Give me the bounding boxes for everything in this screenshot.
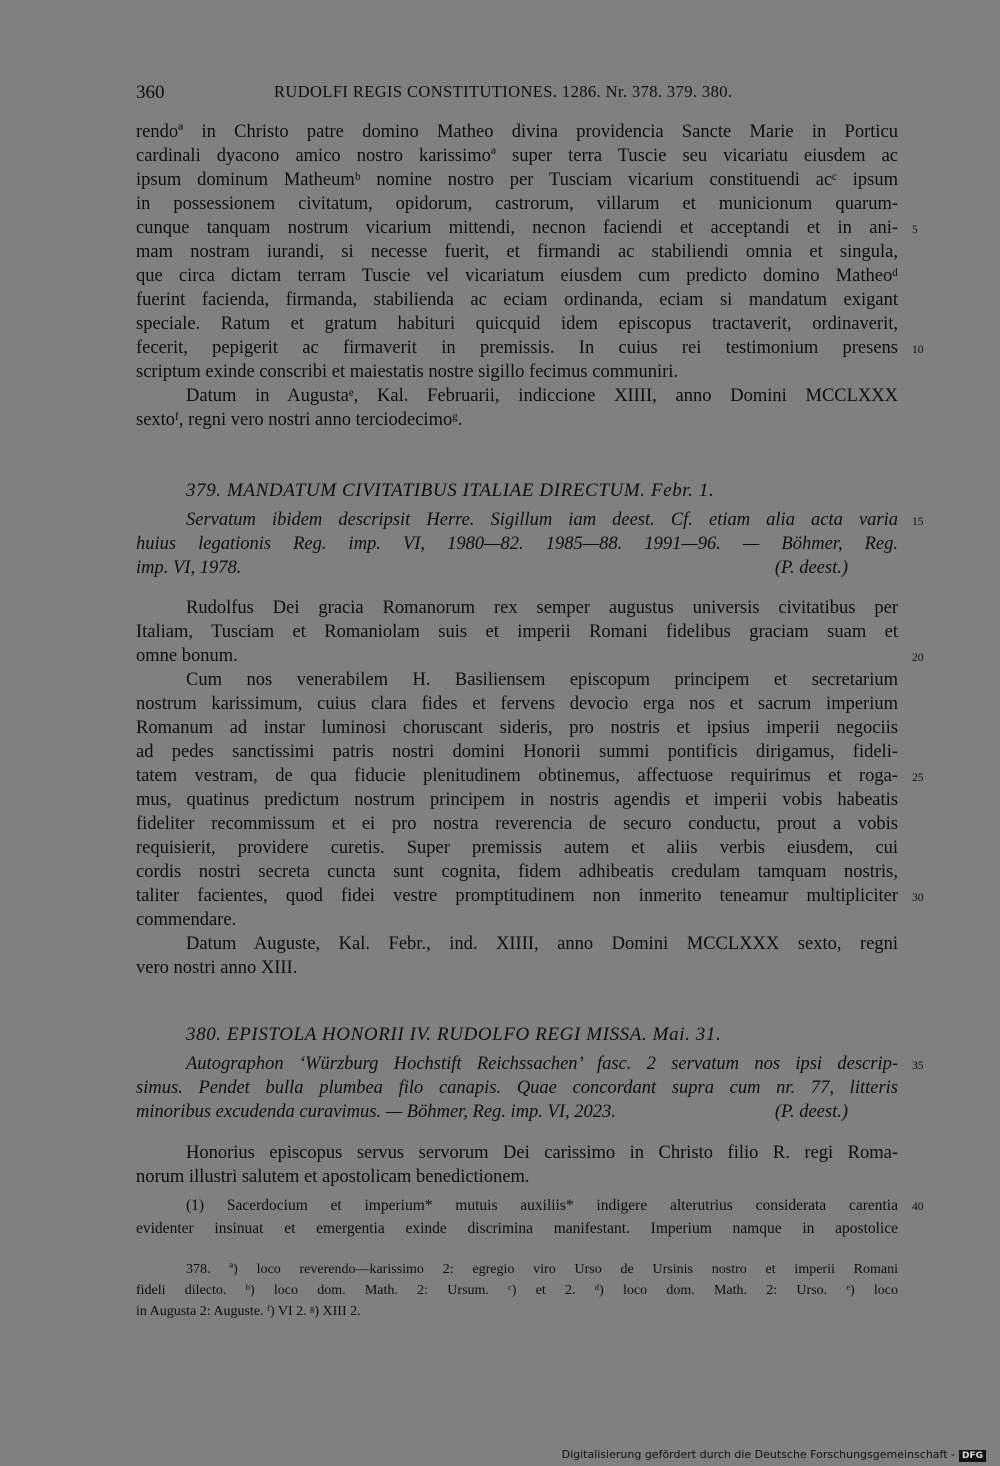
line-number: 10 [912,344,924,356]
edition-note: (P. deest.) [774,558,848,578]
text-line: speciale. Ratum et gratum habituri quicquid idem episcopus tractaverit, ordinaverit, [136,314,898,334]
text-line: nostrum karissimum, cuius clara fides et fervens devocio erga nos et sacrum imperium [136,694,898,714]
line-number: 25 [912,772,924,784]
text-line: Romanum ad instar luminosi choruscant sideris, pro nostris et ipsius imperii negociis [136,718,898,738]
source-note: minoribus excudenda curavimus. — Böhmer, Reg. imp. VI, 2023. [136,1102,616,1122]
text-line: commendare. [136,910,237,930]
text-line: sextoᶠ, regni vero nostri anno terciodecimoᵍ. [136,410,463,430]
line-number: 40 [912,1201,924,1213]
section-heading-379: 379. MANDATUM CIVITATIBUS ITALIAE DIRECTUM. Febr. 1. [186,480,715,501]
text-line: Datum Auguste, Kal. Febr., ind. XIIII, anno Domini MCCLXXX sexto, regni [186,934,898,954]
text-line: taliter facientes, quod fidei vestre promptitudinem non inmerito teneamur multipliciter [136,886,898,906]
text-line: ipsum dominum Matheumᵇ nomine nostro per Tusciam vicarium constituendi acᶜ ipsum [136,170,898,190]
text-line: vero nostri anno XIII. [136,958,298,978]
source-note: huius legationis Reg. imp. VI, 1980—82. 1985—88. 1991—96. — Böhmer, Reg. [136,534,898,554]
text-line: Italiam, Tusciam et Romaniolam suis et imperii Romani fidelibus graciam suam et [136,622,898,642]
source-note: Servatum ibidem descripsit Herre. Sigillum iam deest. Cf. etiam alia acta varia [186,510,898,530]
digitization-credit [562,1448,986,1462]
source-note: imp. VI, 1978. [136,558,242,578]
section-heading-380: 380. EPISTOLA HONORII IV. RUDOLFO REGI MISSA. Mai. 31. [186,1024,722,1045]
text-line: fuerint facienda, firmanda, stabilienda ac eciam ordinanda, eciam si mandatum exigant [136,290,898,310]
small-text-line: evidenter insinuat et emergentia exinde discrimina manifestant. Imperium namque in apostolice [136,1220,898,1237]
text-line: fecerit, pepigerit ac firmaverit in premissis. In cuius rei testimonium presens [136,338,898,358]
text-line: cunque tanquam nostrum vicarium mittendi, necnon faciendi et acceptandi et in ani- [136,218,898,238]
text-line: Rudolfus Dei gracia Romanorum rex semper augustus universis civitatibus per [186,598,898,618]
line-number: 20 [912,652,924,664]
source-note-end [136,1101,848,1124]
text-line: in possessionem civitatum, opidorum, castrorum, villarum et municionum quarum- [136,194,898,214]
footnote-line: fideli dilecto. ᵇ) loco dom. Math. 2: Ursum. ᶜ) et 2. ᵈ) loco dom. Math. 2: Urso. ᵉ) loco [136,1283,898,1298]
text-line: tatem vestram, de qua fiducie plenitudinem obtinemus, affectuose requirimus et roga- [136,766,898,786]
text-line: norum illustri salutem et apostolicam benedictionem. [136,1167,530,1187]
text-line: ad pedes sanctissimi patris nostri domini Honorii summi pontificis dirigamus, fideli- [136,742,898,762]
credit-text: Digitalisierung gefördert durch die Deutsche Forschungsgemeinschaft - [561,1448,955,1461]
line-number: 35 [912,1060,924,1072]
page-number: 360 [136,82,165,103]
text-line: mus, quatinus predictum nostrum principem in nostris agendis et imperii vobis habeatis [136,790,898,810]
text-line: scriptum exinde conscribi et maiestatis nostre sigillo fecimus communiri. [136,362,679,382]
footnote-line: in Augusta 2: Auguste. ᶠ) VI 2. ᵍ) XIII 2. [136,1304,361,1319]
line-number: 5 [912,224,918,236]
small-text-line: (1) Sacerdocium et imperium* mutuis auxiliis* indigere alterutrius considerata carentia [186,1197,898,1214]
line-number: 15 [912,516,924,528]
text-line: requisierit, providere curetis. Super premissis autem et aliis verbis eiusdem, cui [136,838,898,858]
text-line: cardinali dyacono amico nostro karissimoª super terra Tuscie seu vicariatu eiusdem ac [136,146,898,166]
text-line: omne bonum. [136,646,238,666]
text-line: rendoª in Christo patre domino Matheo divina providencia Sancte Marie in Porticu [136,122,898,142]
text-line: Honorius episcopus servus servorum Dei carissimo in Christo filio R. regi Roma- [186,1143,898,1163]
page-header [136,82,906,106]
source-note: Autographon ‘Würzburg Hochstift Reichssachen’ fasc. 2 servatum nos ipsi descrip- [186,1054,898,1074]
text-line: cordis nostri secreta cuncta sunt cognita, fidem adhibeatis credulam tamquam nostris, [136,862,898,882]
running-title: RUDOLFI REGIS CONSTITUTIONES. 1286. Nr. 378. 379. 380. [274,82,733,101]
text-line: fideliter recommissum et ei pro nostra reverencia de securo conductu, prout a vobis [136,814,898,834]
text-line: que circa dictam terram Tuscie vel vicariatum eiusdem cum predicto domino Matheoᵈ [136,266,898,286]
dfg-logo: DFG [959,1450,986,1462]
edition-note: (P. deest.) [774,1102,848,1122]
text-line: mam nostram iurandi, si necesse fuerit, et firmandi ac stabiliendi omnia et singula, [136,242,898,262]
source-note-end [136,557,848,580]
text-line: Datum in Augustaᵉ, Kal. Februarii, indiccione XIIII, anno Domini MCCLXXX [186,386,898,406]
source-note: simus. Pendet bulla plumbea filo canapis. Quae concordant supra cum nr. 77, litteris [136,1078,898,1098]
line-number: 30 [912,892,924,904]
footnote-line: 378. ª) loco reverendo—karissimo 2: egregio viro Urso de Ursinis nostro et imperii Romani [186,1262,898,1277]
text-line: Cum nos venerabilem H. Basiliensem episcopum principem et secretarium [186,670,898,690]
